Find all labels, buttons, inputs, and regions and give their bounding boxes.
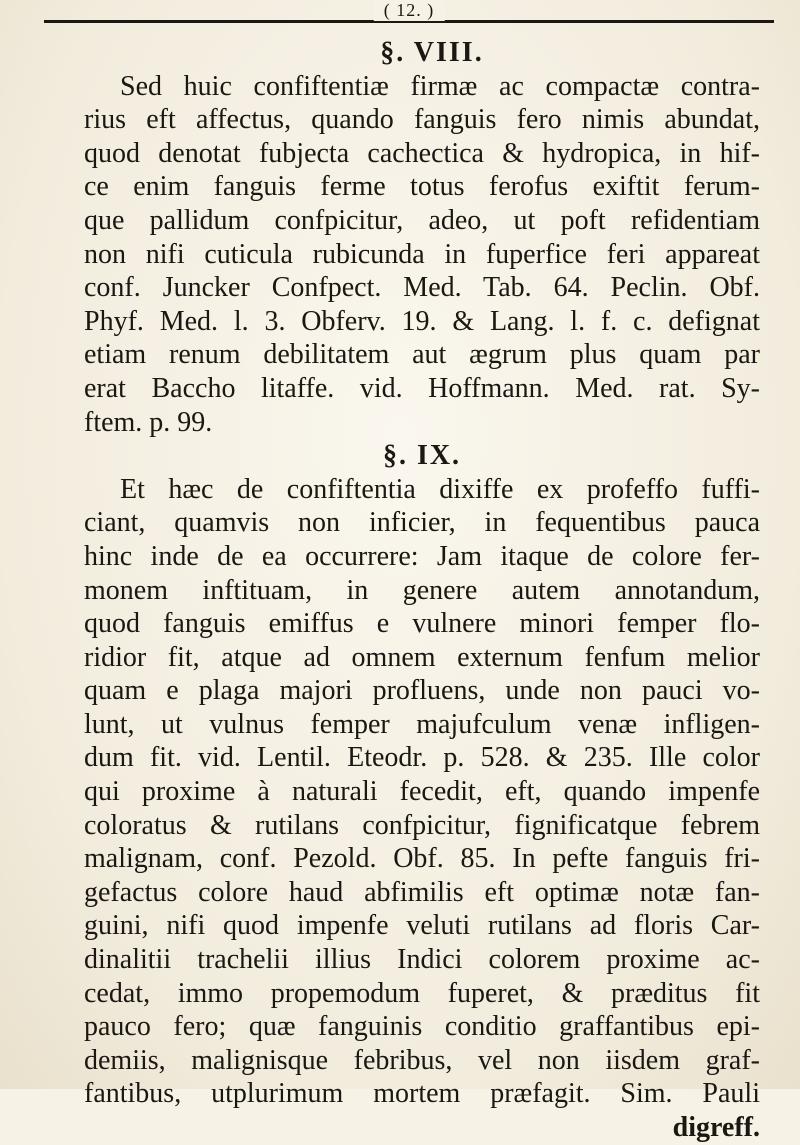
text-line: malignam, conf. Pezold. Obf. 85. In pefte fanguis fri-	[84, 843, 760, 875]
text-line: ciant, quamvis non inficier, in fequentibus pauca	[84, 507, 760, 539]
section-8-heading: §. VIII.	[380, 37, 484, 68]
text-line: Phyf. Med. l. 3. Obferv. 19. & Lang. l. f. c. defignat	[84, 305, 760, 337]
text-line: gefactus colore haud abfimilis eft optimæ notæ fan-	[84, 876, 760, 908]
text-line: fantibus, utplurimum mortem præfagit. Sim. Pauli	[84, 1078, 760, 1110]
section-9-heading: §. IX.	[382, 440, 462, 472]
text-line: conf. Juncker Confpect. Med. Tab. 64. Peclin. Obf.	[84, 272, 760, 304]
text-line: cedat, immo propemodum fuperet, & præditus fit	[84, 977, 760, 1009]
text-line: erat Baccho litaffe. vid. Hoffmann. Med. rat. Sy-	[84, 372, 760, 404]
text-line: coloratus & rutilans confpicitur, fignificatque febrem	[84, 809, 760, 841]
text-line: dum fit. vid. Lentil. Eteodr. p. 528. & 235. Ille color	[84, 742, 760, 774]
text-line: lunt, ut vulnus femper majufculum venæ infligen-	[84, 708, 760, 740]
text-line: monem inftituam, in genere autem annotandum,	[84, 574, 760, 606]
text-line: quam e plaga majori profluens, unde non pauci vo-	[84, 675, 760, 707]
text-line: quod denotat fubjecta cachectica & hydropica, in hif-	[84, 137, 760, 169]
text-line: quod fanguis emiffus e vulnere minori femper flo-	[84, 608, 760, 640]
text-line: guini, nifi quod impenfe veluti rutilans ad floris Car-	[84, 910, 760, 942]
text-line: ftem. p. 99.	[84, 406, 213, 438]
page-number: ( 12. )	[374, 0, 445, 21]
text-line: dinalitii trachelii illius Indici colorem proxime ac-	[84, 944, 760, 976]
text-block	[84, 36, 760, 1145]
text-line: non nifi cuticula rubicunda in fuperfice feri appareat	[84, 238, 760, 270]
text-line: ce enim fanguis ferme totus ferofus exiftit ferum-	[84, 171, 760, 203]
page-header	[44, 0, 774, 30]
text-line: Sed huic confiftentiæ firmæ ac compactæ contra-	[120, 70, 760, 102]
text-line: qui proxime à naturali fecedit, eft, quando impenfe	[84, 776, 760, 808]
text-line: etiam renum debilitatem aut ægrum plus quam par	[84, 339, 760, 371]
text-line: rius eft affectus, quando fanguis fero nimis abundat,	[84, 104, 760, 136]
text-line: que pallidum confpicitur, adeo, ut poft refidentiam	[84, 204, 760, 236]
text-line: demiis, malignisque febribus, vel non iisdem graf-	[84, 1044, 760, 1076]
text-line: hinc inde de ea occurrere: Jam itaque de colore fer-	[84, 540, 760, 572]
text-line: ridior fit, atque ad omnem externum fenfum melior	[84, 641, 760, 673]
text-line: Et hæc de confiftentia dixiffe ex profeffo fuffi-	[120, 473, 760, 505]
text-line: pauco fero; quæ fanguinis conditio graffantibus epi-	[84, 1011, 760, 1043]
catchword: digreff.	[672, 1112, 760, 1143]
